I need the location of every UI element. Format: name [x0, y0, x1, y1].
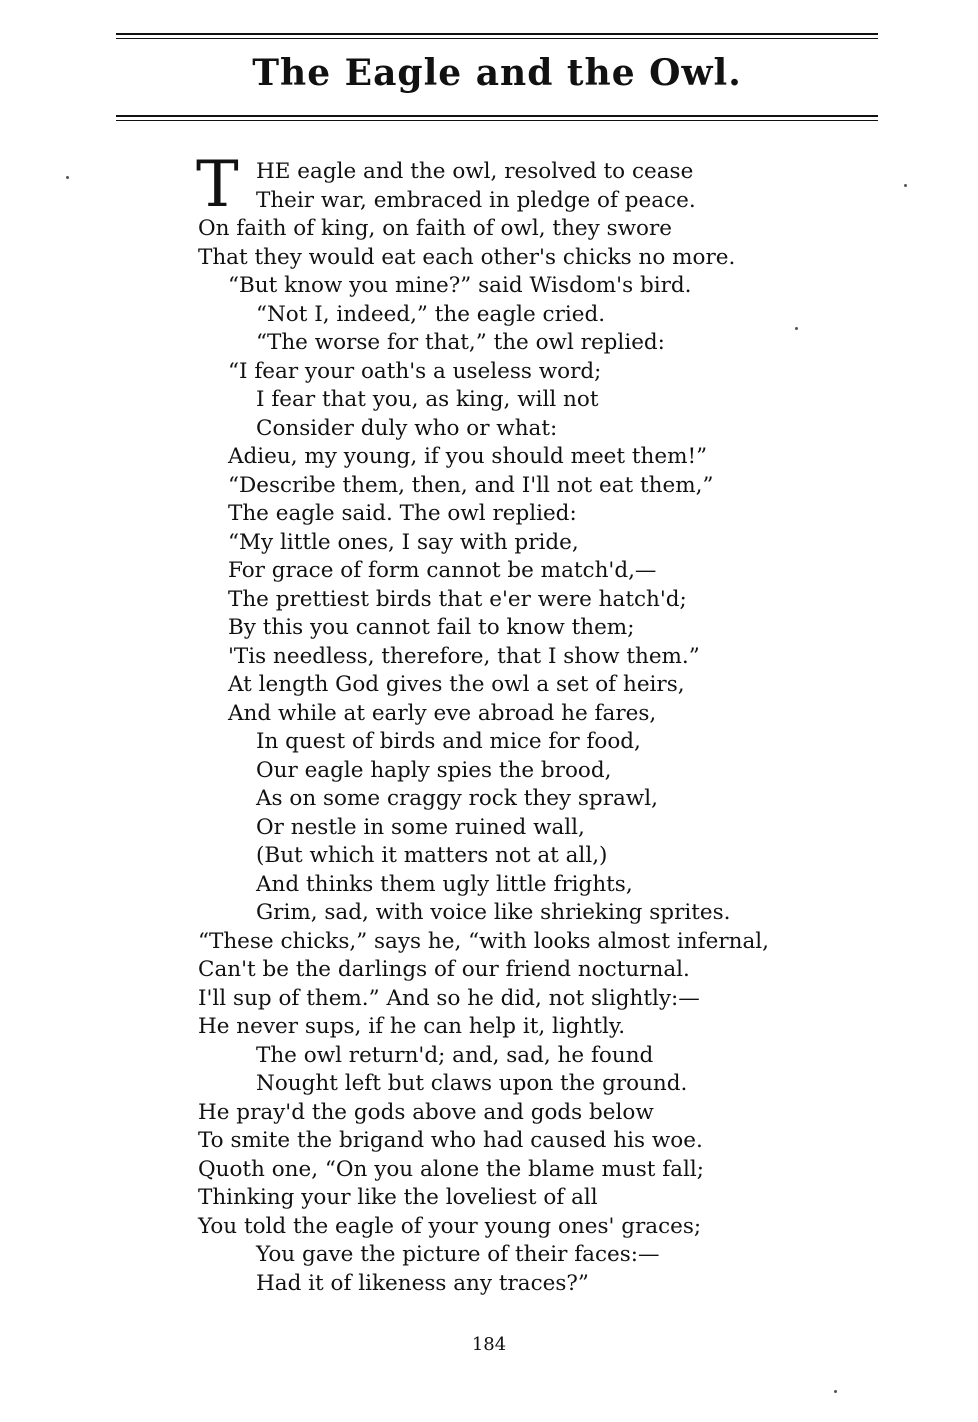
- header-rule-bottom: [116, 115, 878, 117]
- poem-line: HE eagle and the owl, resolved to cease: [256, 159, 694, 184]
- poem-line: “Describe them, then, and I'll not eat them,”: [228, 472, 714, 498]
- poem-line: For grace of form cannot be match'd,—: [228, 558, 657, 583]
- poem-line: Or nestle in some ruined wall,: [256, 814, 585, 840]
- poem-line: 'Tis needless, therefore, that I show them.”: [228, 643, 700, 669]
- poem-line: You told the eagle of your young ones' graces;: [198, 1213, 702, 1239]
- poem-line: Their war, embraced in pledge of peace.: [256, 187, 696, 213]
- poem-line: That they would eat each other's chicks no more.: [198, 244, 736, 270]
- poem-line: “I fear your oath's a useless word;: [228, 358, 602, 384]
- poem-body: [198, 158, 878, 1298]
- poem-line: “These chicks,” says he, “with looks almost infernal,: [198, 928, 769, 954]
- poem-line: Nought left but claws upon the ground.: [256, 1071, 688, 1096]
- header-rule-top-thin: [116, 38, 878, 39]
- poem-line: In quest of birds and mice for food,: [256, 729, 641, 754]
- poem-line: The owl return'd; and, sad, he found: [256, 1042, 654, 1068]
- poem-line: Adieu, my young, if you should meet them!”: [228, 444, 708, 469]
- poem-line: You gave the picture of their faces:—: [256, 1242, 660, 1267]
- paper-speck: [834, 1390, 837, 1393]
- poem-line: “The worse for that,” the owl replied:: [256, 330, 665, 355]
- poem-line: As on some craggy rock they sprawl,: [256, 786, 658, 811]
- poem-line: Thinking your like the loveliest of all: [198, 1185, 598, 1210]
- poem-line: He pray'd the gods above and gods below: [198, 1099, 654, 1125]
- poem-line: Quoth one, “On you alone the blame must fall;: [198, 1156, 704, 1182]
- paper-speck: [66, 176, 69, 179]
- page-number: 184: [471, 1334, 507, 1355]
- poem-line: The prettiest birds that e'er were hatch'd;: [228, 586, 687, 612]
- poem-line: “My little ones, I say with pride,: [228, 529, 579, 555]
- header-rule-bottom-thin: [116, 120, 878, 121]
- poem-line: Consider duly who or what:: [256, 415, 558, 441]
- poem-line: I'll sup of them.” And so he did, not slightly:—: [198, 985, 700, 1011]
- poem-line: And thinks them ugly little frights,: [256, 871, 633, 897]
- poem-line: (But which it matters not at all,): [256, 843, 608, 868]
- poem-line: At length God gives the owl a set of heirs,: [228, 672, 685, 697]
- poem-line: To smite the brigand who had caused his woe.: [198, 1128, 703, 1153]
- poem-line: “Not I, indeed,” the eagle cried.: [256, 301, 606, 327]
- poem-line: On faith of king, on faith of owl, they swore: [198, 216, 672, 241]
- drop-cap: T: [196, 148, 239, 222]
- poem-line: The eagle said. The owl replied:: [228, 501, 577, 526]
- poem-line: “But know you mine?” said Wisdom's bird.: [228, 273, 692, 298]
- page-title: The Eagle and the Owl.: [252, 52, 742, 94]
- poem-line: Had it of likeness any traces?”: [256, 1270, 589, 1296]
- poem-line: By this you cannot fail to know them;: [228, 615, 635, 640]
- poem-line: And while at early eve abroad he fares,: [228, 700, 657, 726]
- poem-line: Our eagle haply spies the brood,: [256, 757, 612, 783]
- paper-speck: [904, 184, 907, 187]
- header-rule-top: [116, 33, 878, 35]
- poem-line: Grim, sad, with voice like shrieking sprites.: [256, 900, 731, 925]
- poem-line: I fear that you, as king, will not: [256, 387, 599, 412]
- paper-speck: [795, 327, 798, 330]
- poem-line: He never sups, if he can help it, lightly.: [198, 1014, 626, 1039]
- poem-line: Can't be the darlings of our friend nocturnal.: [198, 957, 690, 982]
